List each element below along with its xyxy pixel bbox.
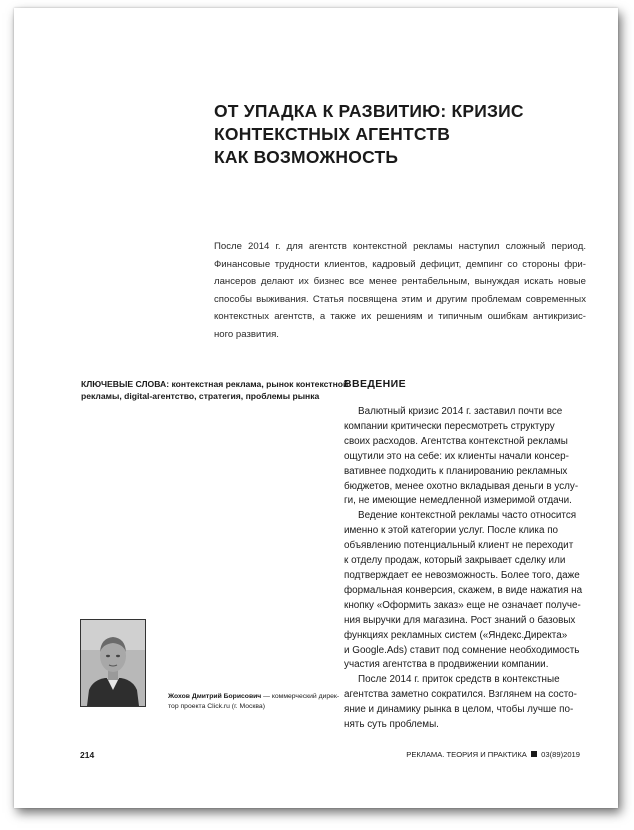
body-line: именно к этой категории услуг. После клика по [344,525,559,537]
article-title [214,100,594,169]
body-line: формальная конверсия, скажем, в виде нажатия на [344,584,583,596]
body-line: к отделу продаж, который закрывает сделку или [344,555,566,567]
abstract-line: После 2014 г. для агентств контекстной рекламы наступил сложный период. [214,241,586,252]
keywords-line: рекламы, digital-агентство, стратегия, проблемы рынка [81,391,320,401]
author-photo [80,619,146,707]
journal-name: РЕКЛАМА. ТЕОРИЯ И ПРАКТИКА [406,750,527,759]
body-line: компании критически пересмотреть структуру [344,420,555,432]
author-role-continued: тор проекта Click.ru (г. Москва) [168,703,265,710]
body-line: ния выручки для магазина. Рост знаний о базовых [344,614,576,626]
running-head [406,750,580,759]
body-line: После 2014 г. приток средств в контекстные [358,674,560,686]
body-line: функциях рекламных систем («Яндекс.Директа» [344,629,568,641]
abstract-line: способы выживания. Статья посвящена этим и другим проблемам современных [214,293,586,305]
body-line: и Google.Ads) ставит под сомнение необходимость [344,644,580,656]
body-line: Валютный кризис 2014 г. заставил почти все [358,406,563,417]
body-line: нять суть проблемы. [344,719,439,731]
author-portrait-image [81,620,145,706]
body-line: участия агентства в продвижении компании. [344,659,549,671]
body-line: объявлению потенциальный клиент не переходит [344,540,574,552]
keywords-line: КЛЮЧЕВЫЕ СЛОВА: контекстная реклама, рынок контекстной [81,379,349,389]
body-line: вативнее подходить к планированию рекламных [344,465,568,477]
abstract-line: контекстных агентств, а также их решениям и типичным ошибкам антикризис- [214,311,586,322]
author-role: — коммерческий дирек- [261,693,340,700]
body-line: ощутили это на себе: их клиенты начали консер- [344,450,569,462]
section-heading: ВВЕДЕНИЕ [344,378,406,390]
title-line: ОТ УПАДКА К РАЗВИТИЮ: КРИЗИС [214,101,524,121]
abstract-line: ного развития. [214,328,279,340]
issue-number: 03(89)2019 [541,750,580,759]
body-line: своих расходов. Агентства контекстной рекламы [344,435,568,447]
abstract-line: Финансовые трудности клиентов, кадровый дефицит, демпинг со стороны фри- [214,258,586,270]
body-line: яние и динамику рынка в целом, чтобы лучше по- [344,704,574,716]
author-name: Жохов Дмитрий Борисович [168,693,262,700]
journal-page [14,8,618,808]
keywords-block [81,378,349,402]
body-line: ги, не имеющие немедленной измеримой отдачи. [344,495,572,507]
article-body [344,405,590,733]
title-line: КАК ВОЗМОЖНОСТЬ [214,147,399,167]
page-number: 214 [80,750,95,760]
body-line: подтверждает ее невозможность. Более того, даже [344,569,580,581]
body-line: агентства заметно сократился. Взглянем на состо- [344,689,577,701]
body-line: бюджетов, менее охотно вкладывая деньги в услу- [344,480,579,492]
square-bullet-icon [531,751,537,757]
body-line: кнопку «Оформить заказ» еще не означает получе- [344,599,581,611]
author-info [168,692,338,712]
body-line: Ведение контекстной рекламы часто относится [358,510,577,522]
title-line: КОНТЕКСТНЫХ АГЕНТСТВ [214,124,451,144]
article-abstract [214,238,586,343]
abstract-line: лансеров делают их бизнес все менее рентабельным, вынуждая искать новые [214,276,586,287]
